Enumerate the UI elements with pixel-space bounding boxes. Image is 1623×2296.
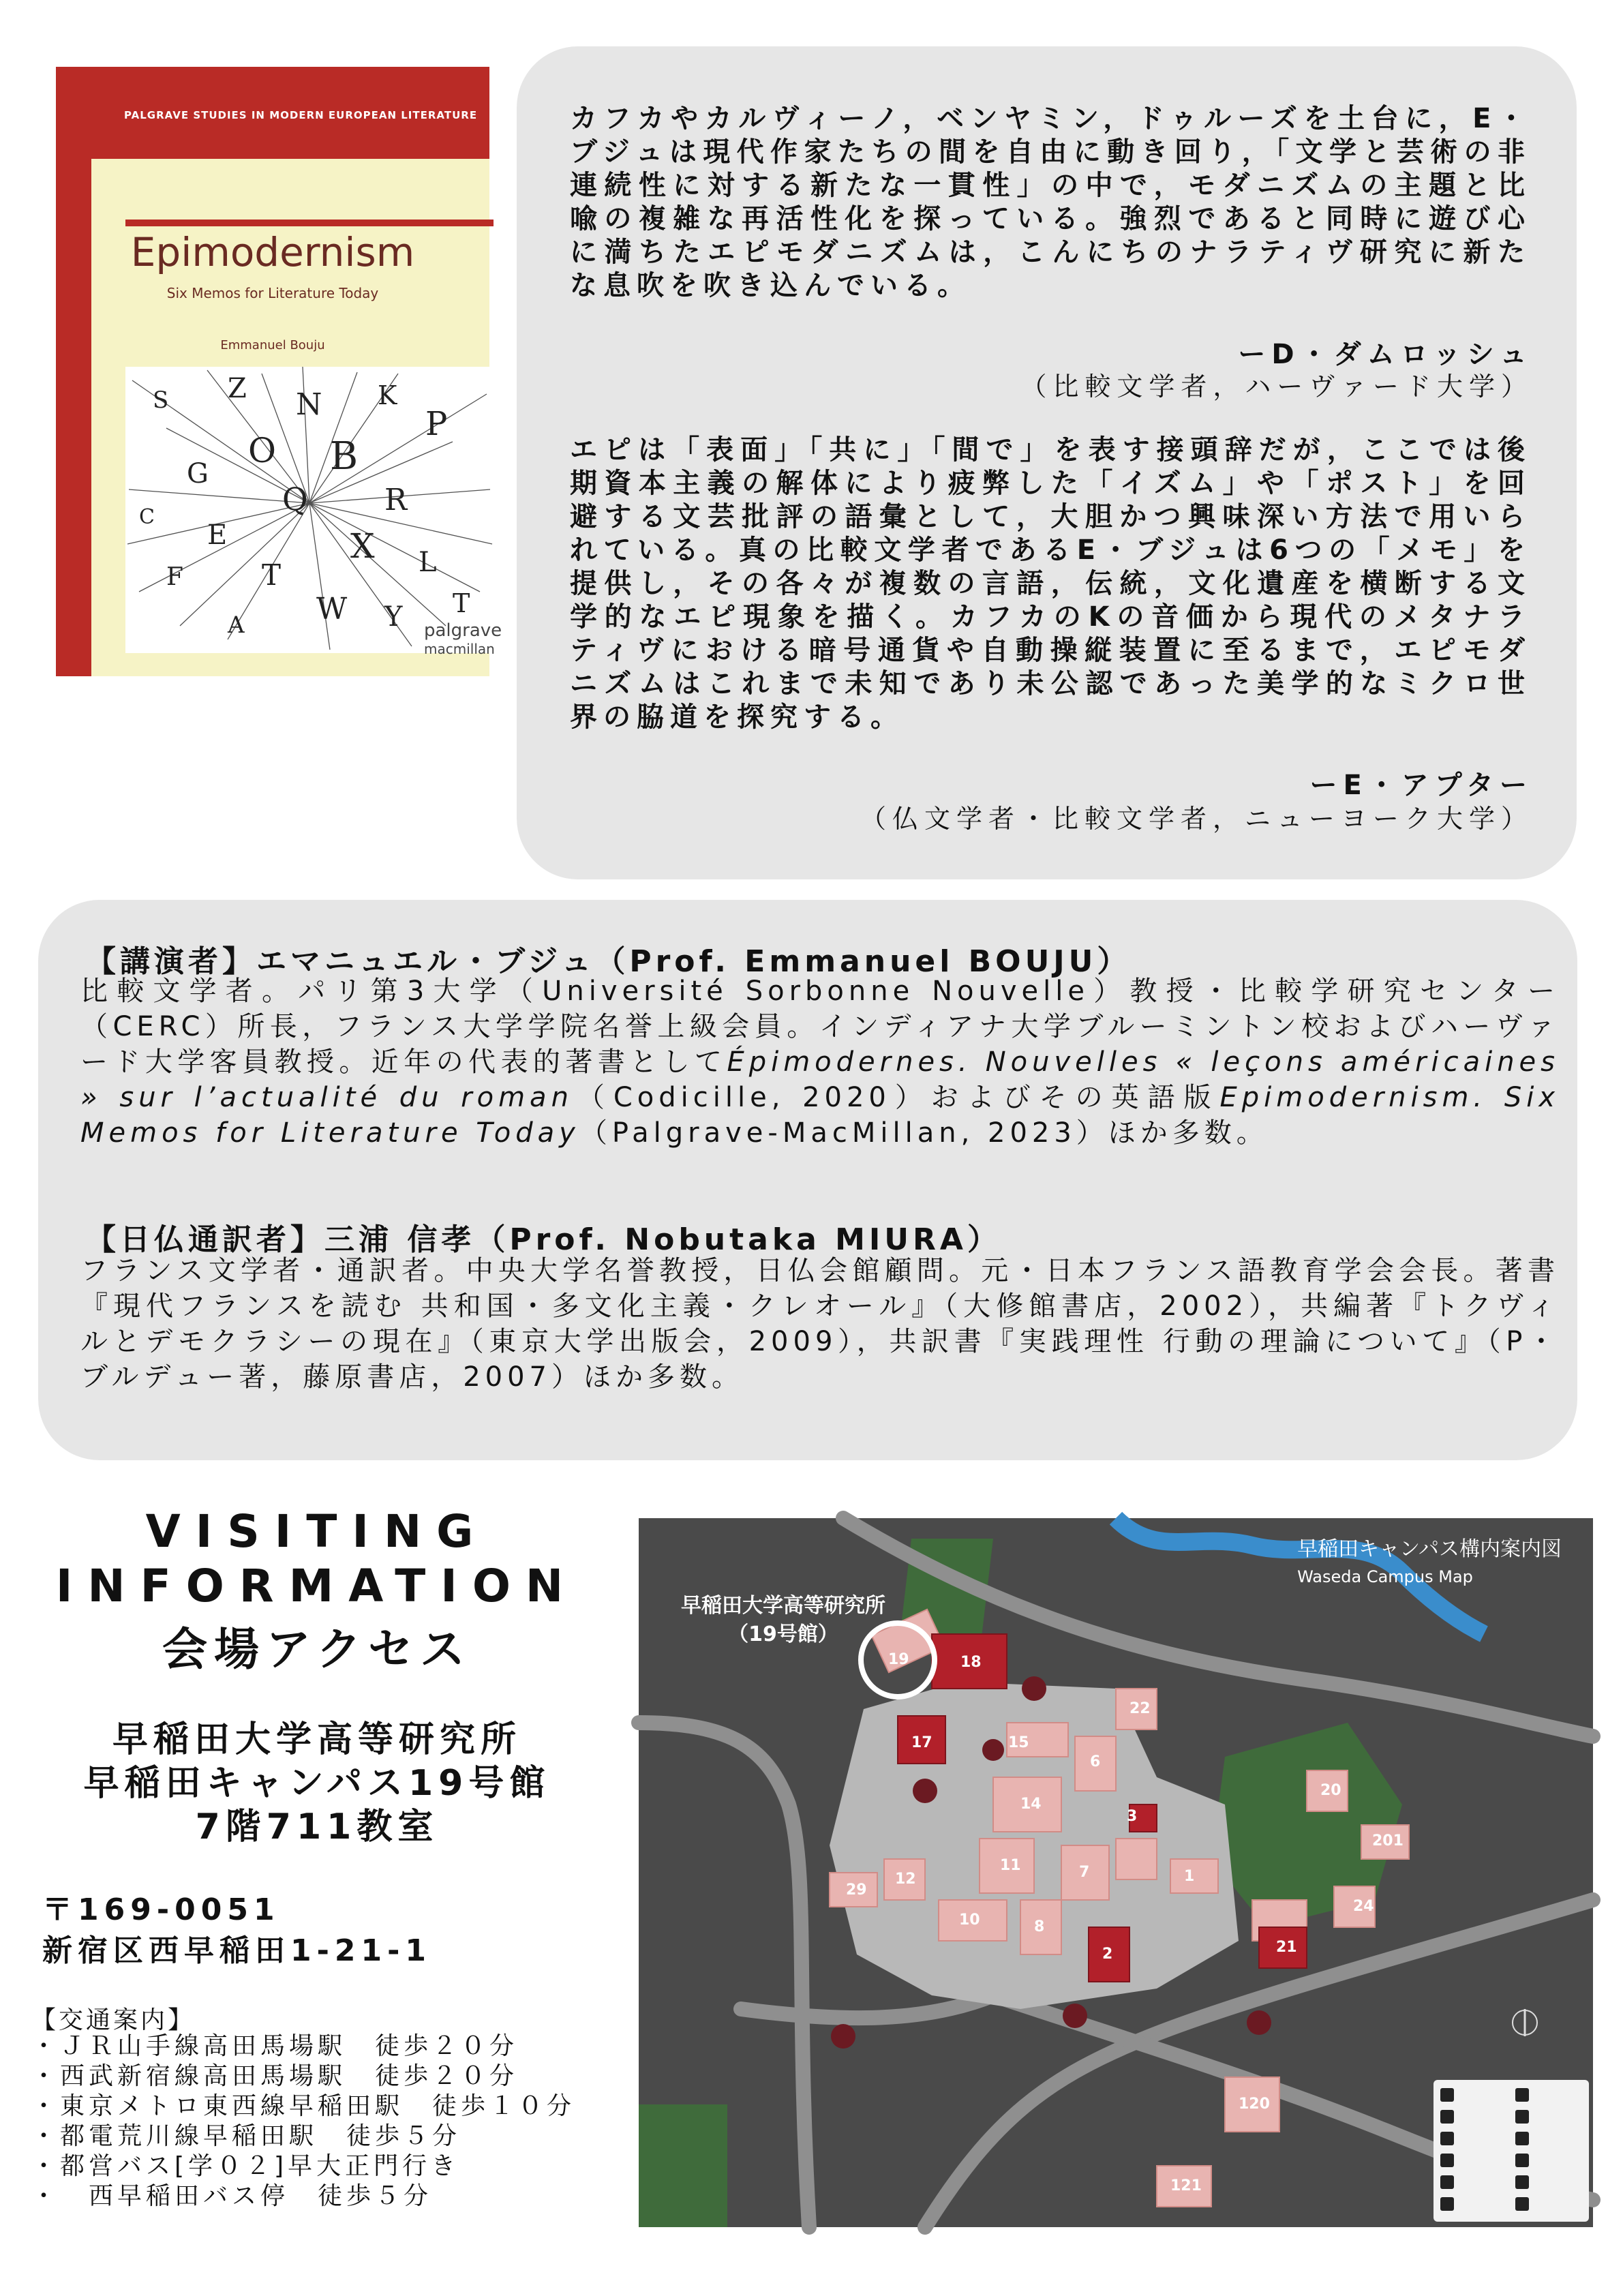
store-icon (1515, 2154, 1529, 2167)
map-bldg-label: 20 (1320, 1782, 1341, 1799)
parking-icon (1515, 2175, 1529, 2189)
postal-code: 〒169-0051 (42, 1892, 280, 1927)
lecturer-book-en: Epimodernism. Six Memos for Literature Today (80, 1082, 1560, 1149)
map-highlight-label (654, 1592, 913, 1649)
book-series: PALGRAVE STUDIES IN MODERN EUROPEAN LITERATURE (124, 109, 478, 121)
map-bldg-label: 15 (1008, 1734, 1029, 1751)
access-item: ・ 東京メトロ東西線早稲田駅 徒歩１０分 (31, 2091, 575, 2121)
access-list (31, 2031, 575, 2211)
svg-text:T: T (453, 588, 470, 618)
svg-text:X: X (350, 526, 375, 566)
book-subtitle: Six Memos for Literature Today (166, 285, 379, 301)
map-bldg-label: 201 (1372, 1832, 1404, 1849)
map-title-jp: 早稲田キャンパス構内案内図 (1297, 1537, 1562, 1561)
svg-text:Q: Q (282, 481, 308, 517)
svg-text:L: L (419, 547, 437, 578)
quote-affiliation-1: （比較文学者，ハーヴァード大学） (1020, 372, 1533, 402)
venue-building: 早稲田キャンパス19号館 (83, 1763, 551, 1804)
endorsements-box (517, 46, 1577, 879)
book-cover (56, 67, 502, 676)
speakers-box (38, 900, 1577, 1460)
street-address: 新宿区西早稲田1-21-1 (42, 1933, 431, 1968)
map-bldg-label: 6 (1090, 1753, 1101, 1770)
lecturer-bio-part-1: 比較文学者。パリ第3大学（Université Sorbonne Nouvelle）教授・比較学研究センター（CERC）所長，フランス大学学院名誉上級会員。インディアナ大学ブルーミントン校およびハーヴァード大学客員教授。近年の代表的著書として (80, 976, 1560, 1078)
venue-room: 7階711教室 (195, 1807, 439, 1847)
map-bldg-label: 21 (1276, 1939, 1297, 1956)
bicycle-parking-icon (1440, 2197, 1454, 2211)
map-legend (1434, 2080, 1589, 2222)
info-icon (1440, 2088, 1454, 2102)
quote-text-2: エピは「表面」「共に」「間で」を表す接頭辞だが，ここでは後期資本主義の解体により疲弊した「イズム」や「ポスト」を回避する文芸批評の語彙として，大胆かつ興味深い方法で用いられている。真の比較文学者であるE・ブジュは6つの「メモ」を提供し，その各々が複数の言語，伝統，文化遺産を横断する文学的なエピ現象を描く。カフカのKの音価から現代のメタナラティヴにおける暗号通貨や自動操縦装置に至るまで，エピモダニズムはこれまで未知であり未公認であった美学的なミクロ世界の脇道を探究する。 (570, 434, 1531, 733)
bus-stop-icon (1515, 2110, 1529, 2124)
map-bldg-label: 7 (1079, 1864, 1090, 1881)
map-bldg-label: 10 (959, 1912, 980, 1929)
svg-text:O: O (248, 431, 276, 470)
map-highlight-building: （19号館） (728, 1622, 838, 1646)
access-item: ・ 西早稲田バス停 徒歩５分 (31, 2181, 575, 2211)
map-bldg-label: 14 (1020, 1796, 1042, 1813)
map-bldg-label: 19 (888, 1651, 909, 1668)
venue-name: 早稲田大学高等研究所 (112, 1719, 521, 1760)
access-heading: 【交通案内】 (31, 2006, 196, 2034)
access-item: ・ 西武新宿線高田馬場駅 徒歩２０分 (31, 2061, 575, 2091)
map-bldg-label: 24 (1353, 1898, 1374, 1915)
map-title-en: Waseda Campus Map (1297, 1567, 1473, 1586)
book-title: Epimodernism (130, 229, 415, 275)
lecturer-bio (80, 973, 1560, 1151)
svg-text:W: W (316, 592, 348, 626)
map-bldg-label: 29 (846, 1882, 867, 1899)
visiting-title-2: INFORMATION (55, 1560, 579, 1612)
svg-text:C: C (139, 505, 155, 529)
quote-affiliation-2: （仏文学者・比較文学者，ニューヨーク大学） (860, 804, 1533, 834)
map-title (1297, 1536, 1562, 1590)
access-item: ・ 都電荒川線早稲田駅 徒歩５分 (31, 2121, 575, 2151)
quote-signature-1: ーD・ダムロッシュ (1238, 339, 1533, 370)
svg-text:S: S (153, 387, 169, 414)
access-item: ・ 都営バス[学０２]早大正門行き (31, 2151, 575, 2181)
map-bldg-label: 18 (960, 1654, 982, 1671)
svg-text:E: E (207, 519, 228, 551)
lecturer-bio-part-2: （Codicille, 2020）およびその英語版 (573, 1082, 1220, 1113)
map-bldg-label: 2 (1102, 1946, 1113, 1963)
svg-text:F: F (166, 563, 183, 591)
interpreter-heading: 【日仏通訳者】三浦 信孝（Prof. Nobutaka MIURA） (86, 1222, 1001, 1257)
map-bldg-label: 22 (1129, 1700, 1151, 1717)
toilet-icon (1440, 2132, 1454, 2145)
quote-signature-2: ーE・アプター (1309, 770, 1533, 801)
title-rule (125, 220, 494, 226)
book-author: Emmanuel Bouju (220, 338, 325, 352)
aed-icon (1440, 2175, 1454, 2189)
campus-map (639, 1518, 1593, 2227)
lecturer-book-fr: Épimodernes. Nouvelles « leçons américaines » sur l’actualité du roman (80, 1046, 1560, 1113)
svg-text:N: N (296, 387, 322, 422)
map-bldg-label: 11 (1000, 1857, 1021, 1874)
station-icon (1515, 2088, 1529, 2102)
svg-text:G: G (187, 458, 209, 489)
map-bldg-label: 12 (895, 1871, 916, 1888)
first-aid-icon (1440, 2110, 1454, 2124)
svg-text:B: B (330, 434, 359, 479)
svg-text:R: R (384, 483, 408, 517)
svg-text:P: P (425, 405, 448, 443)
restaurant-icon (1515, 2132, 1529, 2145)
map-bldg-label: 120 (1239, 2096, 1270, 2113)
lecturer-heading: 【講演者】エマニュエル・ブジュ（Prof. Emmanuel BOUJU） (86, 944, 1132, 979)
map-bldg-label: 1 (1184, 1868, 1195, 1885)
svg-text:K: K (378, 380, 397, 410)
svg-text:A: A (228, 611, 245, 639)
map-bldg-label: 17 (911, 1734, 932, 1751)
visiting-title-jp: 会場アクセス (162, 1623, 472, 1676)
smoking-icon (1440, 2154, 1454, 2167)
map-bldg-label: 3 (1127, 1808, 1138, 1825)
interpreter-bio: フランス文学者・通訳者。中央大学名誉教授，日仏会館顧問。元・日本フランス語教育学会会長。著書『現代フランスを読む 共和国・多文化主義・クレオール』（大修館書店，2002），共編著『トクヴィルとデモクラシーの現在』（東京大学出版会，2009），共訳書『実践理性 行動の理論について』（P・ブルデュー著，藤原書店，2007）ほか多数。 (80, 1255, 1560, 1393)
lecturer-bio-part-3: （Palgrave-MacMillan, 2023）ほか多数。 (579, 1117, 1269, 1149)
publisher-name: palgrave (424, 620, 502, 641)
bicycle-icon (1515, 2197, 1529, 2211)
quote-text-1: カフカやカルヴィーノ，ベンヤミン，ドゥルーズを土台に，E・ブジュは現代作家たちの間を自由に動き回り，「文学と芸術の非連続性に対する新たな一貫性」の中で，モダニズムの主題と比喩の複雑な再活性化を探っている。強烈であると同時に遊び心に満ちたエピモダニズムは，こんにちのナラティヴ研究に新たな息吹を吹き込んでいる。 (570, 103, 1531, 301)
access-item: ・ ＪＲ山手線高田馬場駅 徒歩２０分 (31, 2031, 575, 2061)
letter-burst-art (125, 367, 494, 653)
svg-text:T: T (262, 558, 282, 592)
map-bldg-label: 121 (1170, 2177, 1202, 2194)
visiting-title-1: VISITING (145, 1505, 489, 1558)
map-highlight-name: 早稲田大学高等研究所 (681, 1594, 885, 1618)
svg-text:Z: Z (228, 373, 247, 404)
svg-text:Y: Y (384, 601, 403, 633)
publisher-imprint: macmillan (424, 641, 495, 657)
book-spine (56, 67, 91, 676)
map-bldg-label: 8 (1034, 1918, 1045, 1935)
